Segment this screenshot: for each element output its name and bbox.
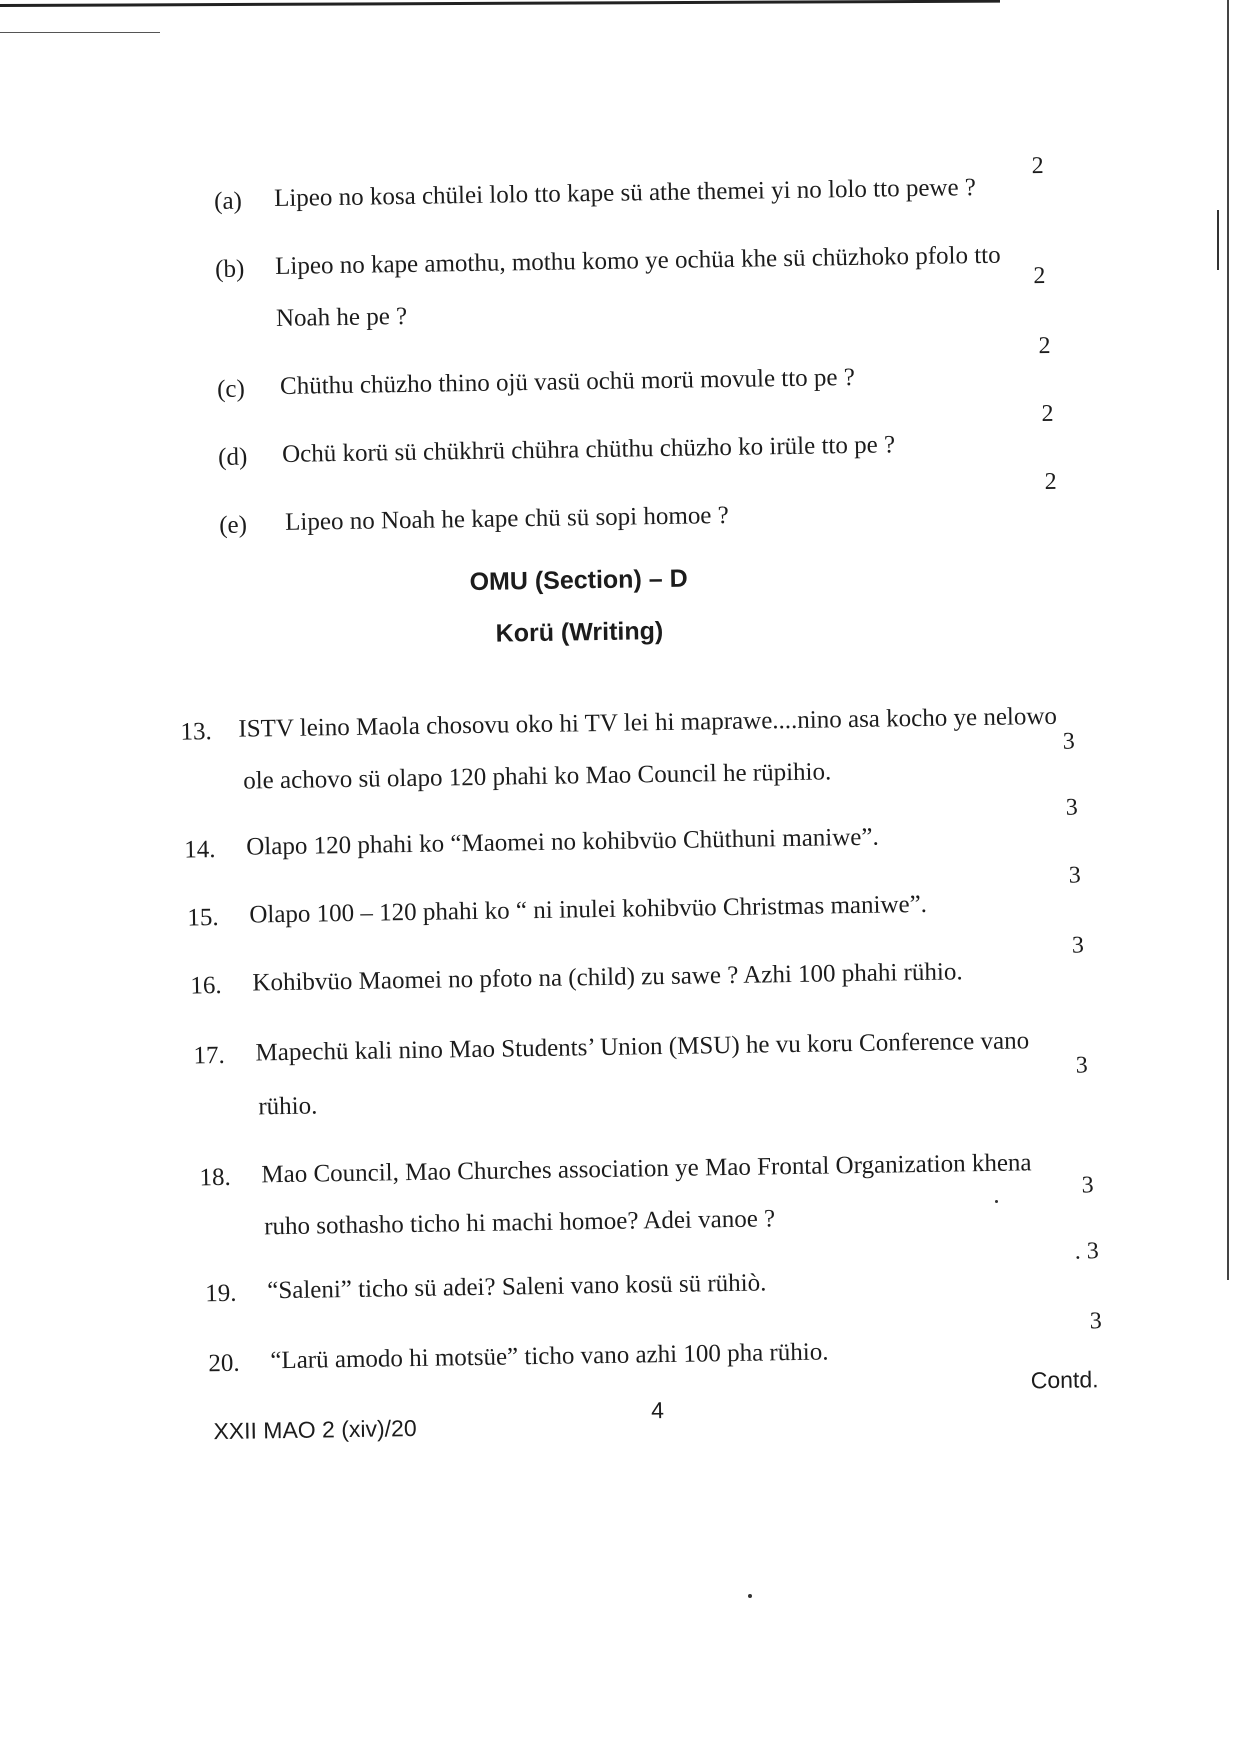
subquestion-text: Chüthu chüzho thino ojü vasü ochü morü movule tto pe ? [279, 363, 856, 400]
question-text: “Saleni” ticho sü adei? Saleni vano kosü sü rühiò. [267, 1269, 767, 1305]
question-text: rühio. [258, 1092, 318, 1121]
paper-code: XXII MAO 2 (xiv)/20 [213, 1414, 417, 1445]
subquestion-label: (a) [213, 187, 243, 215]
question-number: 20. [208, 1349, 240, 1378]
contd-label: Contd. [1030, 1366, 1099, 1394]
question-number: 16. [190, 971, 222, 1000]
question-text: “Larü amodo hi motsüe” ticho vano azhi 100 pha rühio. [270, 1338, 829, 1375]
question-number: 18. [199, 1163, 231, 1192]
subquestion-mark: 2 [1031, 152, 1044, 180]
question-text: ISTV leino Maola chosovu oko hi TV lei hi maprawe....nino asa kocho ye nelowo [238, 702, 1058, 743]
page-number: 4 [650, 1397, 665, 1424]
question-text: Mao Council, Mao Churches association ye Mao Frontal Organization khena [261, 1149, 1032, 1189]
subquestion-label: (c) [216, 375, 246, 403]
question-text: ole achovo sü olapo 120 phahi ko Mao Council he rüpihio. [243, 758, 832, 795]
subquestion-text: Lipeo no Noah he kape chü sü sopi homoe ? [284, 501, 729, 536]
question-number: 15. [187, 904, 219, 932]
question-text: Mapechü kali nino Mao Students’ Union (MSU) he vu koru Conference vano [255, 1027, 1030, 1067]
section-subheading: Korü (Writing) [495, 617, 664, 648]
question-mark: . 3 [1074, 1238, 1099, 1265]
question-number: 14. [184, 836, 216, 864]
question-mark: 3 [1081, 1172, 1094, 1199]
subquestion-text: Lipeo no kape amothu, mothu komo ye ochüa khe sü chüzhoko pfolo tto [274, 241, 1001, 281]
subquestion-mark: 2 [1041, 400, 1054, 428]
section-heading: OMU (Section) – D [469, 564, 688, 597]
question-text: Olapo 100 – 120 phahi ko “ ni inulei kohibvüo Christmas maniwe”. [249, 890, 928, 929]
scan-speck [748, 1594, 752, 1598]
subquestion-text: Noah he pe ? [275, 302, 408, 333]
question-mark: 3 [1062, 728, 1075, 755]
question-text: Olapo 120 phahi ko “Maomei no kohibvüo Chüthuni maniwe”. [246, 823, 879, 861]
question-number: 17. [193, 1041, 225, 1070]
subquestion-mark: 2 [1033, 262, 1046, 290]
question-mark: 3 [1068, 862, 1082, 889]
subquestion-mark: 2 [1044, 468, 1057, 495]
question-mark: 3 [1075, 1052, 1089, 1079]
subquestion-label: (d) [217, 443, 248, 471]
question-number: 19. [205, 1279, 237, 1308]
question-text: Kohibvüo Maomei no pfoto na (child) zu sawe ? Azhi 100 phahi rühio. [252, 958, 963, 997]
question-mark: 3 [1089, 1308, 1103, 1335]
question-number: 13. [180, 718, 212, 746]
subquestion-text: Lipeo no kosa chülei lolo tto kape sü athe themei yi no lolo tto pewe ? [273, 174, 977, 213]
subquestion-label: (b) [214, 255, 245, 283]
question-text: ruho sothasho ticho hi machi homoe? Adei vanoe ? [264, 1205, 776, 1241]
scan-speck [995, 1200, 998, 1203]
question-mark: 3 [1071, 932, 1085, 959]
subquestion-mark: 2 [1038, 332, 1051, 360]
subquestion-text: Ochü korü sü chükhrü chühra chüthu chüzho ko irüle tto pe ? [281, 431, 896, 468]
question-mark: 3 [1065, 794, 1078, 821]
subquestion-label: (e) [218, 511, 248, 539]
